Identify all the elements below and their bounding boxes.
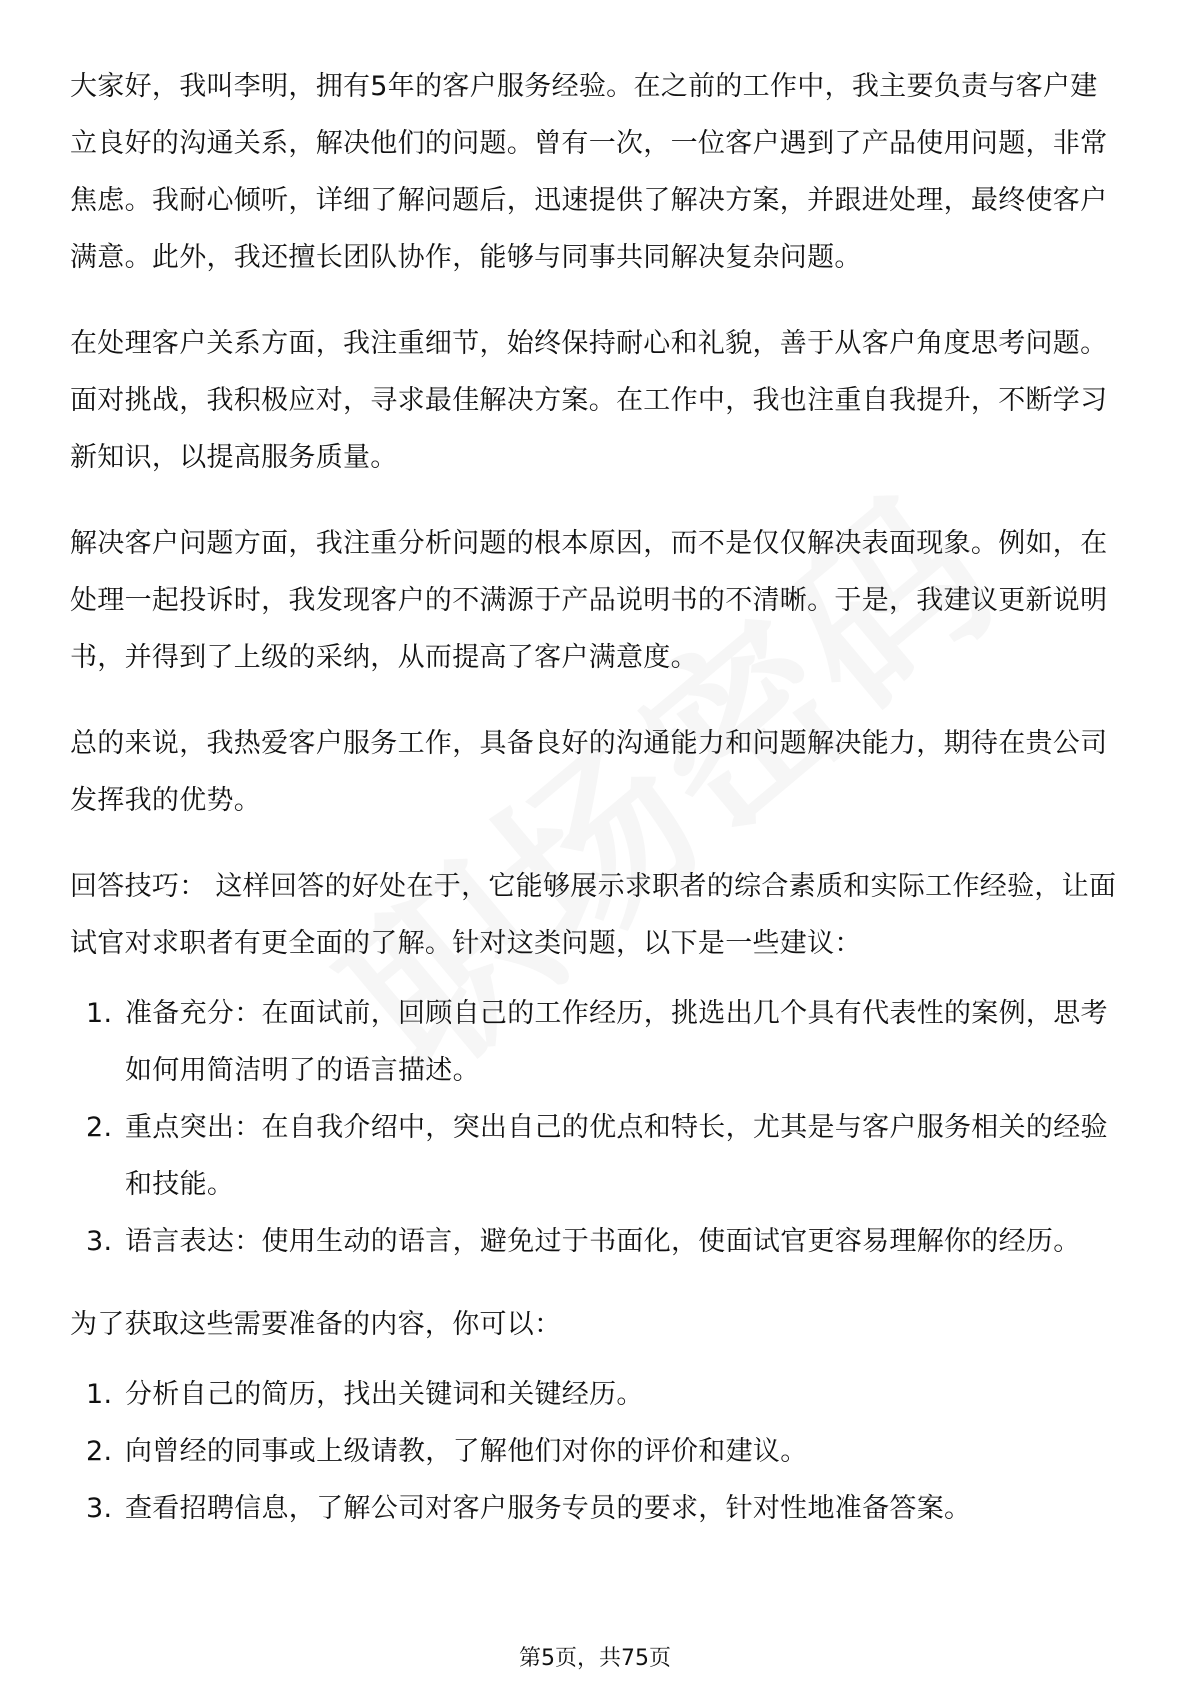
paragraph-answer-tips: 回答技巧： 这样回答的好处在于，它能够展示求职者的综合素质和实际工作经验，让面试官对求职者有更全面的了解。针对这类问题，以下是一些建议：: [70, 871, 1117, 959]
list-text: 向曾经的同事或上级请教，了解他们对你的评价和建议。: [125, 1436, 808, 1467]
list-number: 1.: [86, 998, 113, 1029]
tips-list: [70, 985, 1120, 1270]
list-text: 语言表达：使用生动的语言，避免过于书面化，使面试官更容易理解你的经历。: [125, 1226, 1081, 1257]
prep-list: [70, 1366, 1120, 1537]
paragraph-relationship: 在处理客户关系方面，我注重细节，始终保持耐心和礼貌，善于从客户角度思考问题。面对挑战，我积极应对，寻求最佳解决方案。在工作中，我也注重自我提升，不断学习新知识，以提高服务质量。: [70, 328, 1108, 473]
list-text: 重点突出：在自我介绍中，突出自己的优点和特长，尤其是与客户服务相关的经验和技能。: [125, 1112, 1108, 1200]
paragraph-prep-intro: 为了获取这些需要准备的内容，你可以：: [70, 1309, 562, 1340]
list-number: 2.: [86, 1112, 113, 1143]
list-item: [70, 1480, 1120, 1537]
list-number: 3.: [86, 1493, 113, 1524]
paragraph-summary: 总的来说，我热爱客户服务工作，具备良好的沟通能力和问题解决能力，期待在贵公司发挥我的优势。: [70, 728, 1108, 816]
list-item: [70, 1366, 1120, 1423]
page-number-footer: 第5页，共75页: [519, 1646, 671, 1671]
list-text: 准备充分：在面试前，回顾自己的工作经历，挑选出几个具有代表性的案例，思考如何用简洁明了的语言描述。: [125, 998, 1108, 1086]
list-text: 分析自己的简历，找出关键词和关键经历。: [125, 1379, 644, 1410]
list-item: [70, 1213, 1120, 1270]
paragraph-intro: 大家好，我叫李明，拥有5年的客户服务经验。在之前的工作中，我主要负责与客户建立良好的沟通关系，解决他们的问题。曾有一次，一位客户遇到了产品使用问题，非常焦虑。我耐心倾听，详细了解问题后，迅速提供了解决方案，并跟进处理，最终使客户满意。此外，我还擅长团队协作，能够与同事共同解决复杂问题。: [70, 71, 1108, 273]
paragraph-problem-solving: 解决客户问题方面，我注重分析问题的根本原因，而不是仅仅解决表面现象。例如，在处理一起投诉时，我发现客户的不满源于产品说明书的不清晰。于是，我建议更新说明书，并得到了上级的采纳，从而提高了客户满意度。: [70, 528, 1108, 673]
list-text: 查看招聘信息，了解公司对客户服务专员的要求，针对性地准备答案。: [125, 1493, 972, 1524]
list-number: 3.: [86, 1226, 113, 1257]
list-item: [70, 985, 1120, 1099]
list-item: [70, 1099, 1120, 1213]
list-number: 2.: [86, 1436, 113, 1467]
list-number: 1.: [86, 1379, 113, 1410]
list-item: [70, 1423, 1120, 1480]
document-body: [70, 58, 1120, 1563]
